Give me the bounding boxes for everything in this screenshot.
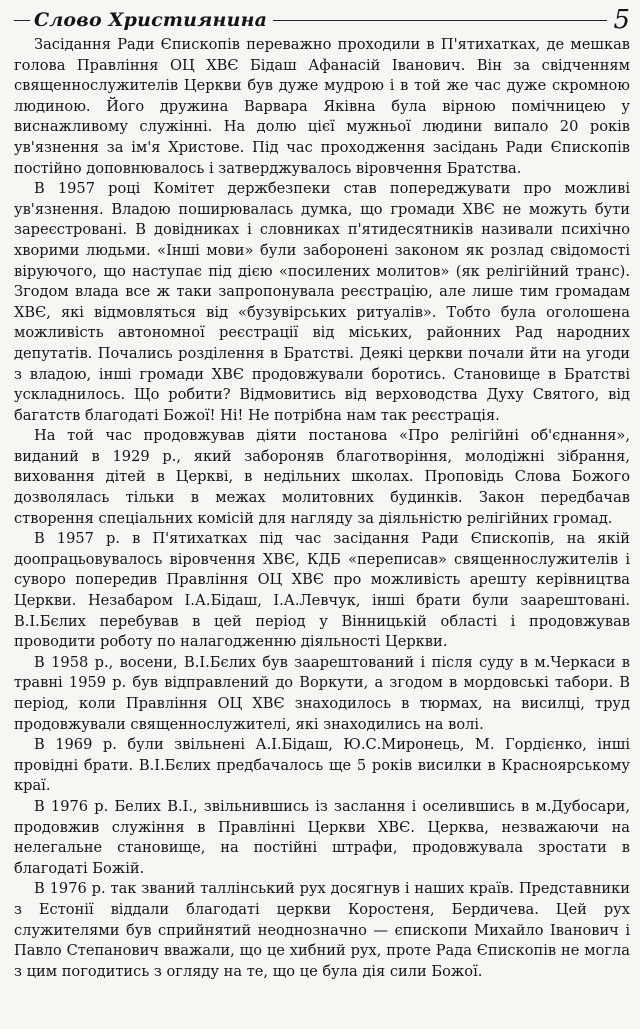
paragraph: На той час продовжував діяти постанова «Про релігійні об'єднання», виданий в 1929 р., який забороняв благотворіння, молодіжні зібрання, виховання дітей в Церкві, в недільних школах. Проповідь Слова Божого дозволялась тільки в межах молитовних будинків. Закон передбачав створення спеціальних комісій для нагляду за діяльністю релігійних громад. [14, 427, 630, 527]
running-header [14, 6, 630, 34]
page-number: 5 [613, 5, 630, 35]
paragraph: В 1958 р., восени, В.І.Бєлих був заарештований і після суду в м.Черкаси в травні 1959 р. був відправлений до Воркути, а згодом в мордовські табори. В період, коли Правління ОЦ ХВЄ знаходилось в тюрмах, на висилці, труд продовжували священнослужителі, які знаходились на волі. [14, 653, 630, 733]
paragraph: В 1969 р. були звільнені А.І.Бідаш, Ю.С.Миронець, М. Гордієнко, інші провідні брати. В.І.Бєлих предбачалось ще 5 років висилки в Красноярському краї. [14, 736, 630, 795]
paragraph: В 1957 р. в П'ятихатках під час засідання Ради Єпископів, на якій доопрацьовувалось віровчення ХВЄ, КДБ «переписав» священнослужителів і суворо попередив Правління ОЦ ХВЄ про можливість арешту керівництва Церкви. Незабаром І.А.Бідаш, І.А.Левчук, інші брати були заарештовані. В.І.Бєлих перебував в цей період у Вінницькій області і продовжував проводити роботу по налагодженню діяльності Церкви. [14, 530, 630, 651]
paragraph: Засідання Ради Єпископів переважно проходили в П'ятихатках, де мешкав голова Правління ОЦ ХВЄ Бідаш Афанасій Іванович. Він за свідченням священнослужителів Церкви був дуже мудрою і в той же час дуже скромною людиною. Його дружина Варвара Яківна була вірною помічницею у виснажливому служінні. На долю цієї мужньої людини випало 20 років ув'язнення за ім'я Христове. Під час проходження засідань Ради Єпископів постійно доповнювалось і затверджувалось віровчення Братства. [14, 36, 630, 177]
publication-title: Слово Християнина [34, 9, 268, 31]
paragraph: В 1957 році Комітет держбезпеки став попереджувати про можливі ув'язнення. Владою поширювалась думка, що громади ХВЄ не можуть бути зареєстровані. В довідниках і словниках п'ятидесятників називали психічно хворими людьми. «Інші мови» були заборонені законом як розлад свідомості віруючого, що наступає під дією «посилених молитов» (як релігійний транс). Згодом влада все ж таки запропонувала реєстрацію, але лише тим громадам ХВЄ, які відмовляться від «бузувірських ритуалів». Тобто була оголошена можливість автономної реєстрації від міських, районних Рад народних депутатів. Почались розділення в Братстві. Деякі церкви почали йти на угоди з владою, інші громади ХВЄ продовжували боротись. Становище в Братстві ускладнилось. Що робити? Відмовитись від верховодства Духу Святого, від багатств благодаті Божої! Ні! Не потрібна нам так реєстрація. [14, 180, 630, 424]
paragraph: В 1976 р. Белих В.І., звільнившись із заслання і оселившись в м.Дубосари, продовжив служіння в Правлінні Церкви ХВЄ. Церква, незважаючи на нелегальне становище, на постійні штрафи, продовжувала зростати в благодаті Божій. [14, 797, 630, 877]
body-text [14, 35, 630, 982]
header-rule [273, 20, 607, 21]
header-rule-left [14, 20, 30, 21]
paragraph: В 1976 р. так званий таллінський рух досягнув і наших країв. Представники з Естонії віддали благодаті церкви Коростеня, Бердичева. Цей рух служителями був сприйнятий неоднозначно — єпископи Михайло Іванович і Павло Степанович вважали, що це хибний рух, проте Рада Єпископів не могла з цим погодитись з огляду на те, що це була дія сили Божої. [14, 880, 630, 980]
